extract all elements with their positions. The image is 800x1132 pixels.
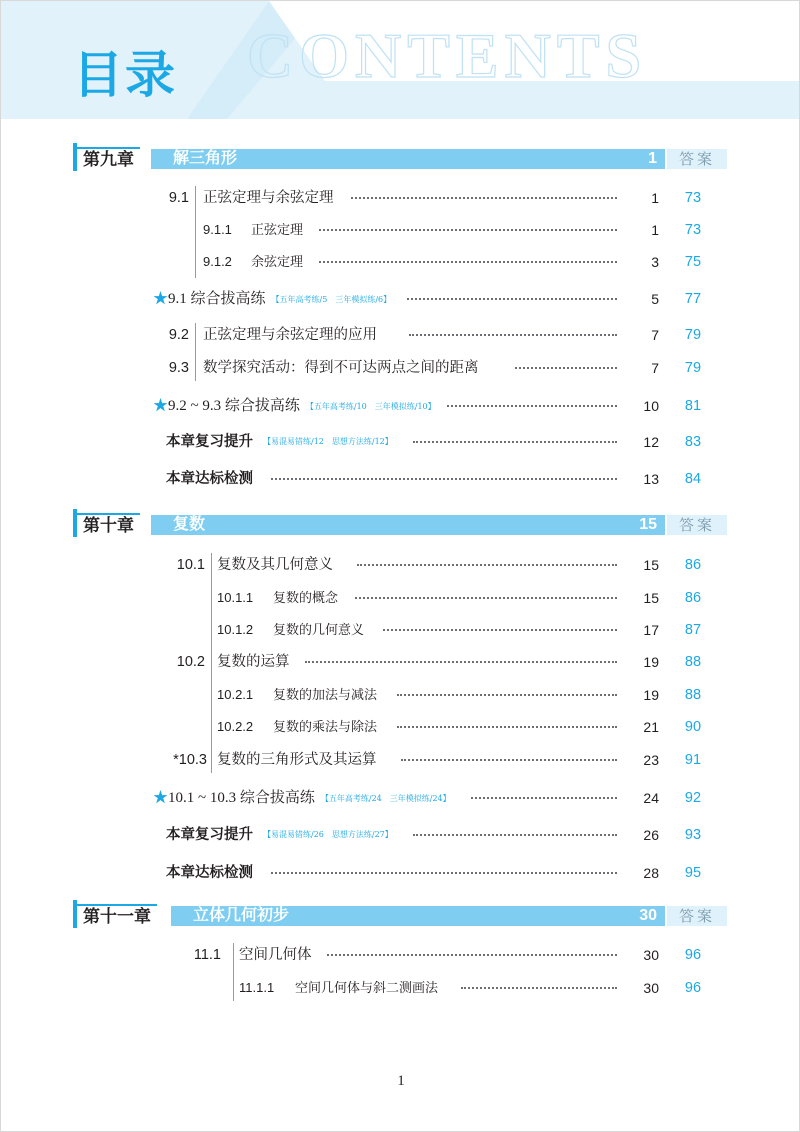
answer-page[interactable]: 95 bbox=[684, 865, 702, 881]
page-number: 17 bbox=[643, 622, 659, 638]
toc-row[interactable] bbox=[1, 219, 800, 241]
review-tag: 【易混易错练/26 思想方法练/27】 bbox=[263, 830, 393, 839]
section-title: 复数及其几何意义 bbox=[217, 557, 333, 573]
dot-leader bbox=[409, 314, 617, 336]
page-number: 13 bbox=[643, 471, 659, 487]
answer-column-label: 答案 bbox=[667, 906, 727, 926]
chapter-name: 立体几何初步 bbox=[193, 907, 290, 924]
answer-page[interactable]: 96 bbox=[684, 947, 702, 963]
chapter-title-bar bbox=[151, 149, 665, 169]
dot-leader bbox=[351, 177, 617, 199]
header-banner bbox=[1, 1, 800, 119]
dot-leader bbox=[305, 641, 617, 663]
page-number: 21 bbox=[643, 719, 659, 735]
review-title: 10.1 ~ 10.3 综合拔高练 bbox=[168, 790, 315, 806]
page-number: 7 bbox=[651, 327, 659, 343]
page-footer-number: 1 bbox=[397, 1073, 405, 1089]
star-icon: ★ bbox=[153, 291, 169, 307]
section-title: 空间几何体 bbox=[239, 947, 312, 963]
chapter-header-11[interactable] bbox=[73, 904, 727, 928]
review-tag: 【易混易错练/12 思想方法练/12】 bbox=[263, 437, 393, 446]
page-number: 30 bbox=[643, 947, 659, 963]
chapter-label: 第九章 bbox=[77, 147, 140, 169]
page-number: 15 bbox=[643, 590, 659, 606]
answer-page[interactable]: 79 bbox=[684, 360, 702, 376]
star-icon: ★ bbox=[153, 790, 169, 806]
subsection-title: 空间几何体与斜二测画法 bbox=[295, 980, 439, 995]
section-title: 复数的运算 bbox=[217, 654, 290, 670]
subsection-title: 余弦定理 bbox=[251, 254, 304, 269]
answer-column-label: 答案 bbox=[667, 515, 727, 535]
answer-page[interactable]: 84 bbox=[684, 471, 702, 487]
dot-leader bbox=[271, 852, 617, 874]
subsection-number: 10.2.1 bbox=[217, 687, 254, 702]
chapter-label: 第十一章 bbox=[77, 904, 157, 926]
answer-page[interactable]: 86 bbox=[684, 590, 702, 606]
dot-leader bbox=[397, 674, 617, 696]
dot-leader bbox=[383, 609, 617, 631]
dot-leader bbox=[327, 934, 617, 956]
answer-page[interactable]: 88 bbox=[684, 687, 702, 703]
subsection-number: 9.1.2 bbox=[203, 254, 232, 269]
toc-row[interactable] bbox=[1, 288, 800, 310]
review-title: 本章复习提升 bbox=[166, 434, 253, 450]
toc-row[interactable] bbox=[1, 619, 800, 641]
page-number: 15 bbox=[643, 557, 659, 573]
subsection-title: 复数的概念 bbox=[273, 590, 339, 605]
star-icon: ★ bbox=[153, 398, 169, 414]
chapter-name: 复数 bbox=[173, 516, 206, 533]
page-number: 5 bbox=[651, 291, 659, 307]
subsection-number: 11.1.1 bbox=[239, 980, 275, 995]
toc-row[interactable] bbox=[1, 468, 800, 490]
subsection-title: 复数的乘法与除法 bbox=[273, 719, 378, 734]
page-number: 7 bbox=[651, 360, 659, 376]
answer-page[interactable]: 83 bbox=[684, 434, 702, 450]
chapter-name: 解三角形 bbox=[173, 150, 238, 167]
page-number: 1 bbox=[651, 190, 659, 206]
toc-row[interactable] bbox=[1, 324, 800, 346]
section-number: 11.1 bbox=[193, 947, 221, 963]
dot-leader bbox=[355, 577, 617, 599]
answer-page[interactable]: 75 bbox=[684, 254, 702, 270]
toc-row[interactable] bbox=[1, 251, 800, 273]
subsection-number: 9.1.1 bbox=[203, 222, 232, 237]
review-tag: 【五年高考练/10 三年模拟练/10】 bbox=[305, 401, 436, 411]
page-number: 23 bbox=[643, 752, 659, 768]
toc-row[interactable] bbox=[1, 684, 800, 706]
subsection-title: 复数的加法与减法 bbox=[273, 687, 378, 702]
answer-column-label: 答案 bbox=[667, 149, 727, 169]
toc-row[interactable] bbox=[1, 862, 800, 884]
dot-leader bbox=[413, 421, 617, 443]
subsection-number: 10.1.1 bbox=[217, 590, 254, 605]
page-number: 24 bbox=[643, 790, 659, 806]
review-title: 本章达标检测 bbox=[166, 471, 253, 487]
review-tag: 【五年高考练/24 三年模拟练/24】 bbox=[320, 793, 451, 803]
page-number: 28 bbox=[643, 865, 659, 881]
section-number: 9.3 bbox=[168, 360, 189, 376]
answer-page[interactable]: 87 bbox=[684, 622, 702, 638]
section-title: 正弦定理与余弦定理的应用 bbox=[203, 327, 377, 343]
page-number: 10 bbox=[643, 398, 659, 414]
toc-row[interactable] bbox=[1, 651, 800, 673]
chapter-header-9[interactable] bbox=[73, 147, 727, 171]
toc-row[interactable] bbox=[1, 431, 800, 453]
toc-row[interactable] bbox=[1, 395, 800, 417]
chapter-title-bar bbox=[171, 906, 665, 926]
review-title: 9.1 综合拔高练 bbox=[168, 291, 266, 307]
toc-row[interactable] bbox=[1, 587, 800, 609]
dot-leader bbox=[407, 278, 617, 300]
toc-row[interactable] bbox=[1, 749, 800, 771]
subsection-number: 10.1.2 bbox=[217, 622, 254, 637]
answer-page[interactable]: 90 bbox=[684, 719, 702, 735]
section-title: 数学探究活动：得到不可达两点之间的距离 bbox=[203, 360, 479, 376]
dot-leader bbox=[515, 347, 617, 369]
review-title: 本章复习提升 bbox=[166, 827, 253, 843]
section-title: 正弦定理与余弦定理 bbox=[203, 190, 334, 206]
chapter-page: 30 bbox=[639, 907, 657, 924]
dot-leader bbox=[397, 706, 617, 728]
answer-page[interactable]: 92 bbox=[684, 790, 702, 806]
page-number: 12 bbox=[643, 434, 659, 450]
dot-leader bbox=[471, 777, 617, 799]
toc-row[interactable] bbox=[1, 357, 800, 379]
subsection-title: 正弦定理 bbox=[251, 222, 304, 237]
section-number: *10.3 bbox=[173, 752, 207, 768]
answer-page[interactable]: 79 bbox=[684, 327, 702, 343]
answer-page[interactable]: 81 bbox=[684, 398, 702, 414]
answer-page[interactable]: 73 bbox=[684, 222, 702, 238]
toc-row[interactable] bbox=[1, 787, 800, 809]
review-tag: 【五年高考练/5 三年模拟练/6】 bbox=[271, 294, 392, 304]
answer-page[interactable]: 96 bbox=[684, 980, 702, 996]
chapter-title-bar bbox=[151, 515, 665, 535]
answer-page[interactable]: 73 bbox=[684, 190, 702, 206]
page-number: 3 bbox=[651, 254, 659, 270]
answer-page[interactable]: 86 bbox=[684, 557, 702, 573]
section-number: 10.1 bbox=[176, 557, 205, 573]
toc-row[interactable] bbox=[1, 716, 800, 738]
dot-leader bbox=[357, 544, 617, 566]
answer-page[interactable]: 77 bbox=[684, 291, 702, 307]
answer-page[interactable]: 91 bbox=[684, 752, 702, 768]
page-number: 30 bbox=[643, 980, 659, 996]
chapter-page: 15 bbox=[639, 516, 657, 533]
answer-page[interactable]: 88 bbox=[684, 654, 702, 670]
section-number: 10.2 bbox=[176, 654, 205, 670]
section-title: 复数的三角形式及其运算 bbox=[217, 752, 377, 768]
page-number: 19 bbox=[643, 687, 659, 703]
page-number: 1 bbox=[651, 222, 659, 238]
page-number: 19 bbox=[643, 654, 659, 670]
chapter-label: 第十章 bbox=[77, 513, 140, 535]
header-watermark: CONTENTS bbox=[247, 20, 648, 91]
dot-leader bbox=[461, 967, 617, 989]
dot-leader bbox=[413, 814, 617, 836]
answer-page[interactable]: 93 bbox=[684, 827, 702, 843]
toc-row[interactable] bbox=[1, 554, 800, 576]
dot-leader bbox=[401, 739, 617, 761]
toc-row[interactable] bbox=[1, 977, 800, 999]
review-title: 本章达标检测 bbox=[166, 865, 253, 881]
section-number: 9.2 bbox=[168, 327, 189, 343]
review-title: 9.2 ~ 9.3 综合拔高练 bbox=[168, 398, 300, 414]
chapter-page: 1 bbox=[648, 150, 657, 167]
section-number: 9.1 bbox=[168, 190, 189, 206]
page-number: 26 bbox=[643, 827, 659, 843]
dot-leader bbox=[271, 458, 617, 480]
dot-leader bbox=[447, 385, 617, 407]
page-title: 目录 bbox=[73, 46, 177, 104]
toc-row[interactable] bbox=[1, 187, 800, 209]
toc-row[interactable] bbox=[1, 944, 800, 966]
subsection-number: 10.2.2 bbox=[217, 719, 254, 734]
dot-leader bbox=[319, 209, 617, 231]
chapter-header-10[interactable] bbox=[73, 513, 727, 537]
subsection-title: 复数的几何意义 bbox=[273, 622, 365, 637]
toc-row[interactable] bbox=[1, 824, 800, 846]
dot-leader bbox=[319, 241, 617, 263]
